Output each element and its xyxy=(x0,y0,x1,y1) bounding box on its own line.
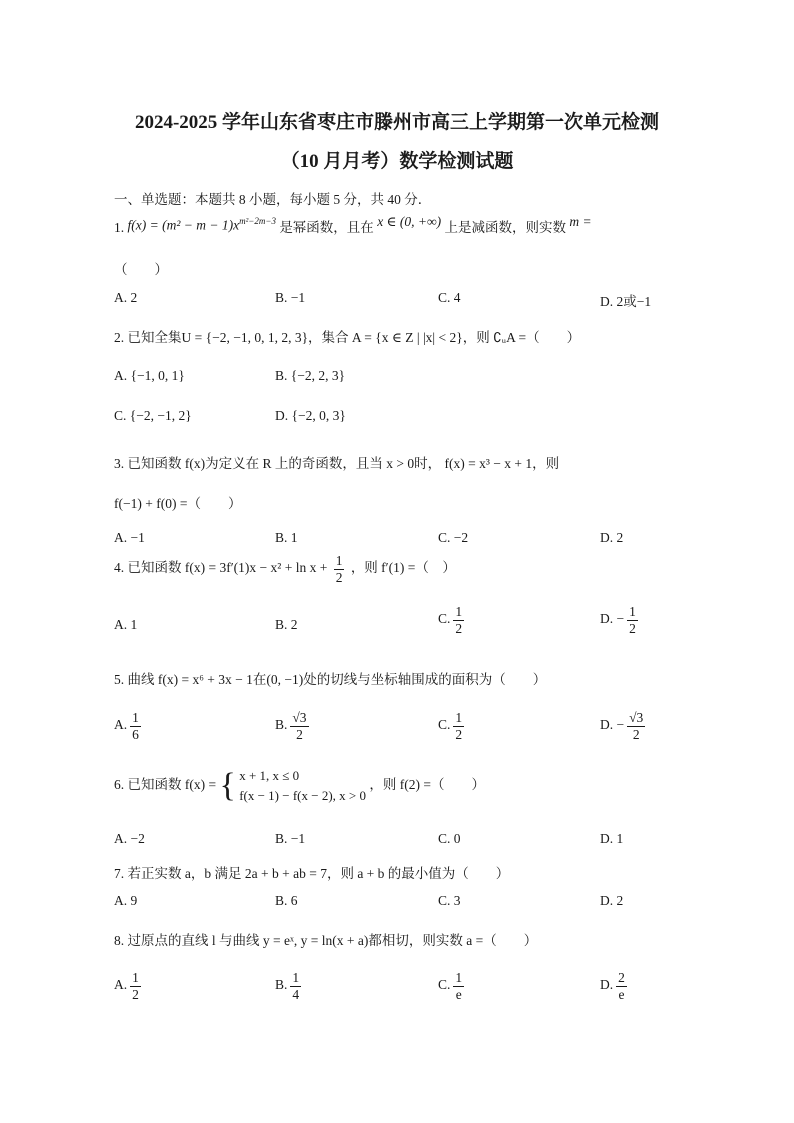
q7-option-b: B. 6 xyxy=(275,893,298,908)
q2-option-a: A. {−1, 0, 1} xyxy=(114,368,185,383)
title-line-2: （10 月月考）数学检测试题 xyxy=(280,151,514,172)
question-1-paren: （ ） xyxy=(114,262,168,277)
q4-option-c: C. $\frac{1}{2}$ xyxy=(438,604,463,636)
question-4-stem xyxy=(114,553,456,585)
q3-option-c: C. −2 xyxy=(438,530,469,545)
q7-option-c: C. 3 xyxy=(438,893,461,908)
question-6-stem: 6. 已知函数 f(x) = { x + 1, x ≤ 0 f(x − 1) − f(x − 2), x > 0 ，则 f(2) =（ ） xyxy=(114,767,485,804)
q2-option-d: D. {−2, 0, 3} xyxy=(275,408,346,423)
question-1-interval: x ∈ (0, +∞) xyxy=(377,214,442,229)
question-6-cases: x + 1, x ≤ 0 f(x − 1) − f(x − 2), x > 0 xyxy=(239,768,366,803)
question-4-text-a: 4. 已知函数 f(x) = 3f′(1)x − x² + ln x + xyxy=(114,560,328,576)
question-7-stem: 7. 若正实数 a，b 满足 2a + b + ab = 7，则 a + b 的最小值为（ ） xyxy=(114,866,510,881)
q2-option-c: C. {−2, −1, 2} xyxy=(114,408,192,423)
question-1-formula: $f(x) = (m^2 - m - 1)x^{m^2-2m-3}$ xyxy=(127,215,276,233)
q2-option-b: B. {−2, 2, 3} xyxy=(275,368,346,383)
question-1-var: m = xyxy=(569,214,592,229)
question-1-stem xyxy=(114,216,592,241)
question-1-number: 1. xyxy=(114,220,125,235)
q8-option-a: A. $\frac{1}{2}$ xyxy=(114,970,139,1002)
q1-option-a: A. 2 xyxy=(114,290,138,305)
question-1-text-a: 是幂函数，且在 xyxy=(279,220,374,235)
q5-option-c: C. $\frac{1}{2}$ xyxy=(438,710,463,742)
title-line-1: 2024-2025 学年山东省枣庄市滕州市高三上学期第一次单元检测 xyxy=(134,112,660,133)
q8-option-d: D. $\frac{2}{e}$ xyxy=(600,970,625,1002)
question-3-stem-2: f(−1) + f(0) =（ ） xyxy=(114,496,242,511)
q5-option-b: B. $\frac{√3}{2}$ xyxy=(275,710,307,742)
question-1-text-b: 上是减函数，则实数 xyxy=(444,220,567,235)
question-6-text-b: ，则 f(2) =（ ） xyxy=(369,777,485,793)
q4-option-d: D. − $\frac{1}{2}$ xyxy=(600,604,636,636)
q5-option-a: A. $\frac{1}{6}$ xyxy=(114,710,139,742)
question-4-fraction: $\frac{1}{2}$ xyxy=(335,553,343,585)
question-2-stem: 2. 已知全集U = {−2, −1, 0, 1, 2, 3}，集合 A = {x ∈ Z | |x| < 2}，则 ∁ᵤA =（ ） xyxy=(114,330,581,345)
question-8-stem: 8. 过原点的直线 l 与曲线 y = eˣ, y = ln(x + a)都相切，则实数 a =（ ） xyxy=(114,933,538,948)
q3-option-a: A. −1 xyxy=(114,530,145,545)
q1-option-c: C. 4 xyxy=(438,290,461,305)
q5-option-d: D. − $\frac{√3}{2}$ xyxy=(600,710,644,742)
q3-option-d: D. 2 xyxy=(600,530,624,545)
section-heading: 一、单选题：本题共 8 小题，每小题 5 分，共 40 分． xyxy=(114,192,432,207)
q6-option-d: D. 1 xyxy=(600,831,624,846)
q7-option-d: D. 2 xyxy=(600,893,624,908)
q4-option-b: B. 2 xyxy=(275,617,298,632)
q6-option-b: B. −1 xyxy=(275,831,306,846)
q8-option-c: C. $\frac{1}{e}$ xyxy=(438,970,463,1002)
question-6-text-a: 6. 已知函数 f(x) = xyxy=(114,777,217,793)
q3-option-b: B. 1 xyxy=(275,530,298,545)
q6-option-a: A. −2 xyxy=(114,831,145,846)
question-3-stem: 3. 已知函数 f(x)为定义在 R 上的奇函数，且当 x > 0时， f(x) = x³ − x + 1，则 xyxy=(114,456,560,471)
q4-option-a: A. 1 xyxy=(114,617,138,632)
q1-option-d: D. 2或−1 xyxy=(600,294,652,309)
q6-option-c: C. 0 xyxy=(438,831,461,846)
question-5-stem: 5. 曲线 f(x) = x⁶ + 3x − 1在(0, −1)处的切线与坐标轴围成的面积为（ ） xyxy=(114,672,547,687)
q7-option-a: A. 9 xyxy=(114,893,138,908)
q8-option-b: B. $\frac{1}{4}$ xyxy=(275,970,300,1002)
q1-option-b: B. −1 xyxy=(275,290,306,305)
question-4-text-b: ，则 f′(1) =（ ） xyxy=(350,560,456,576)
